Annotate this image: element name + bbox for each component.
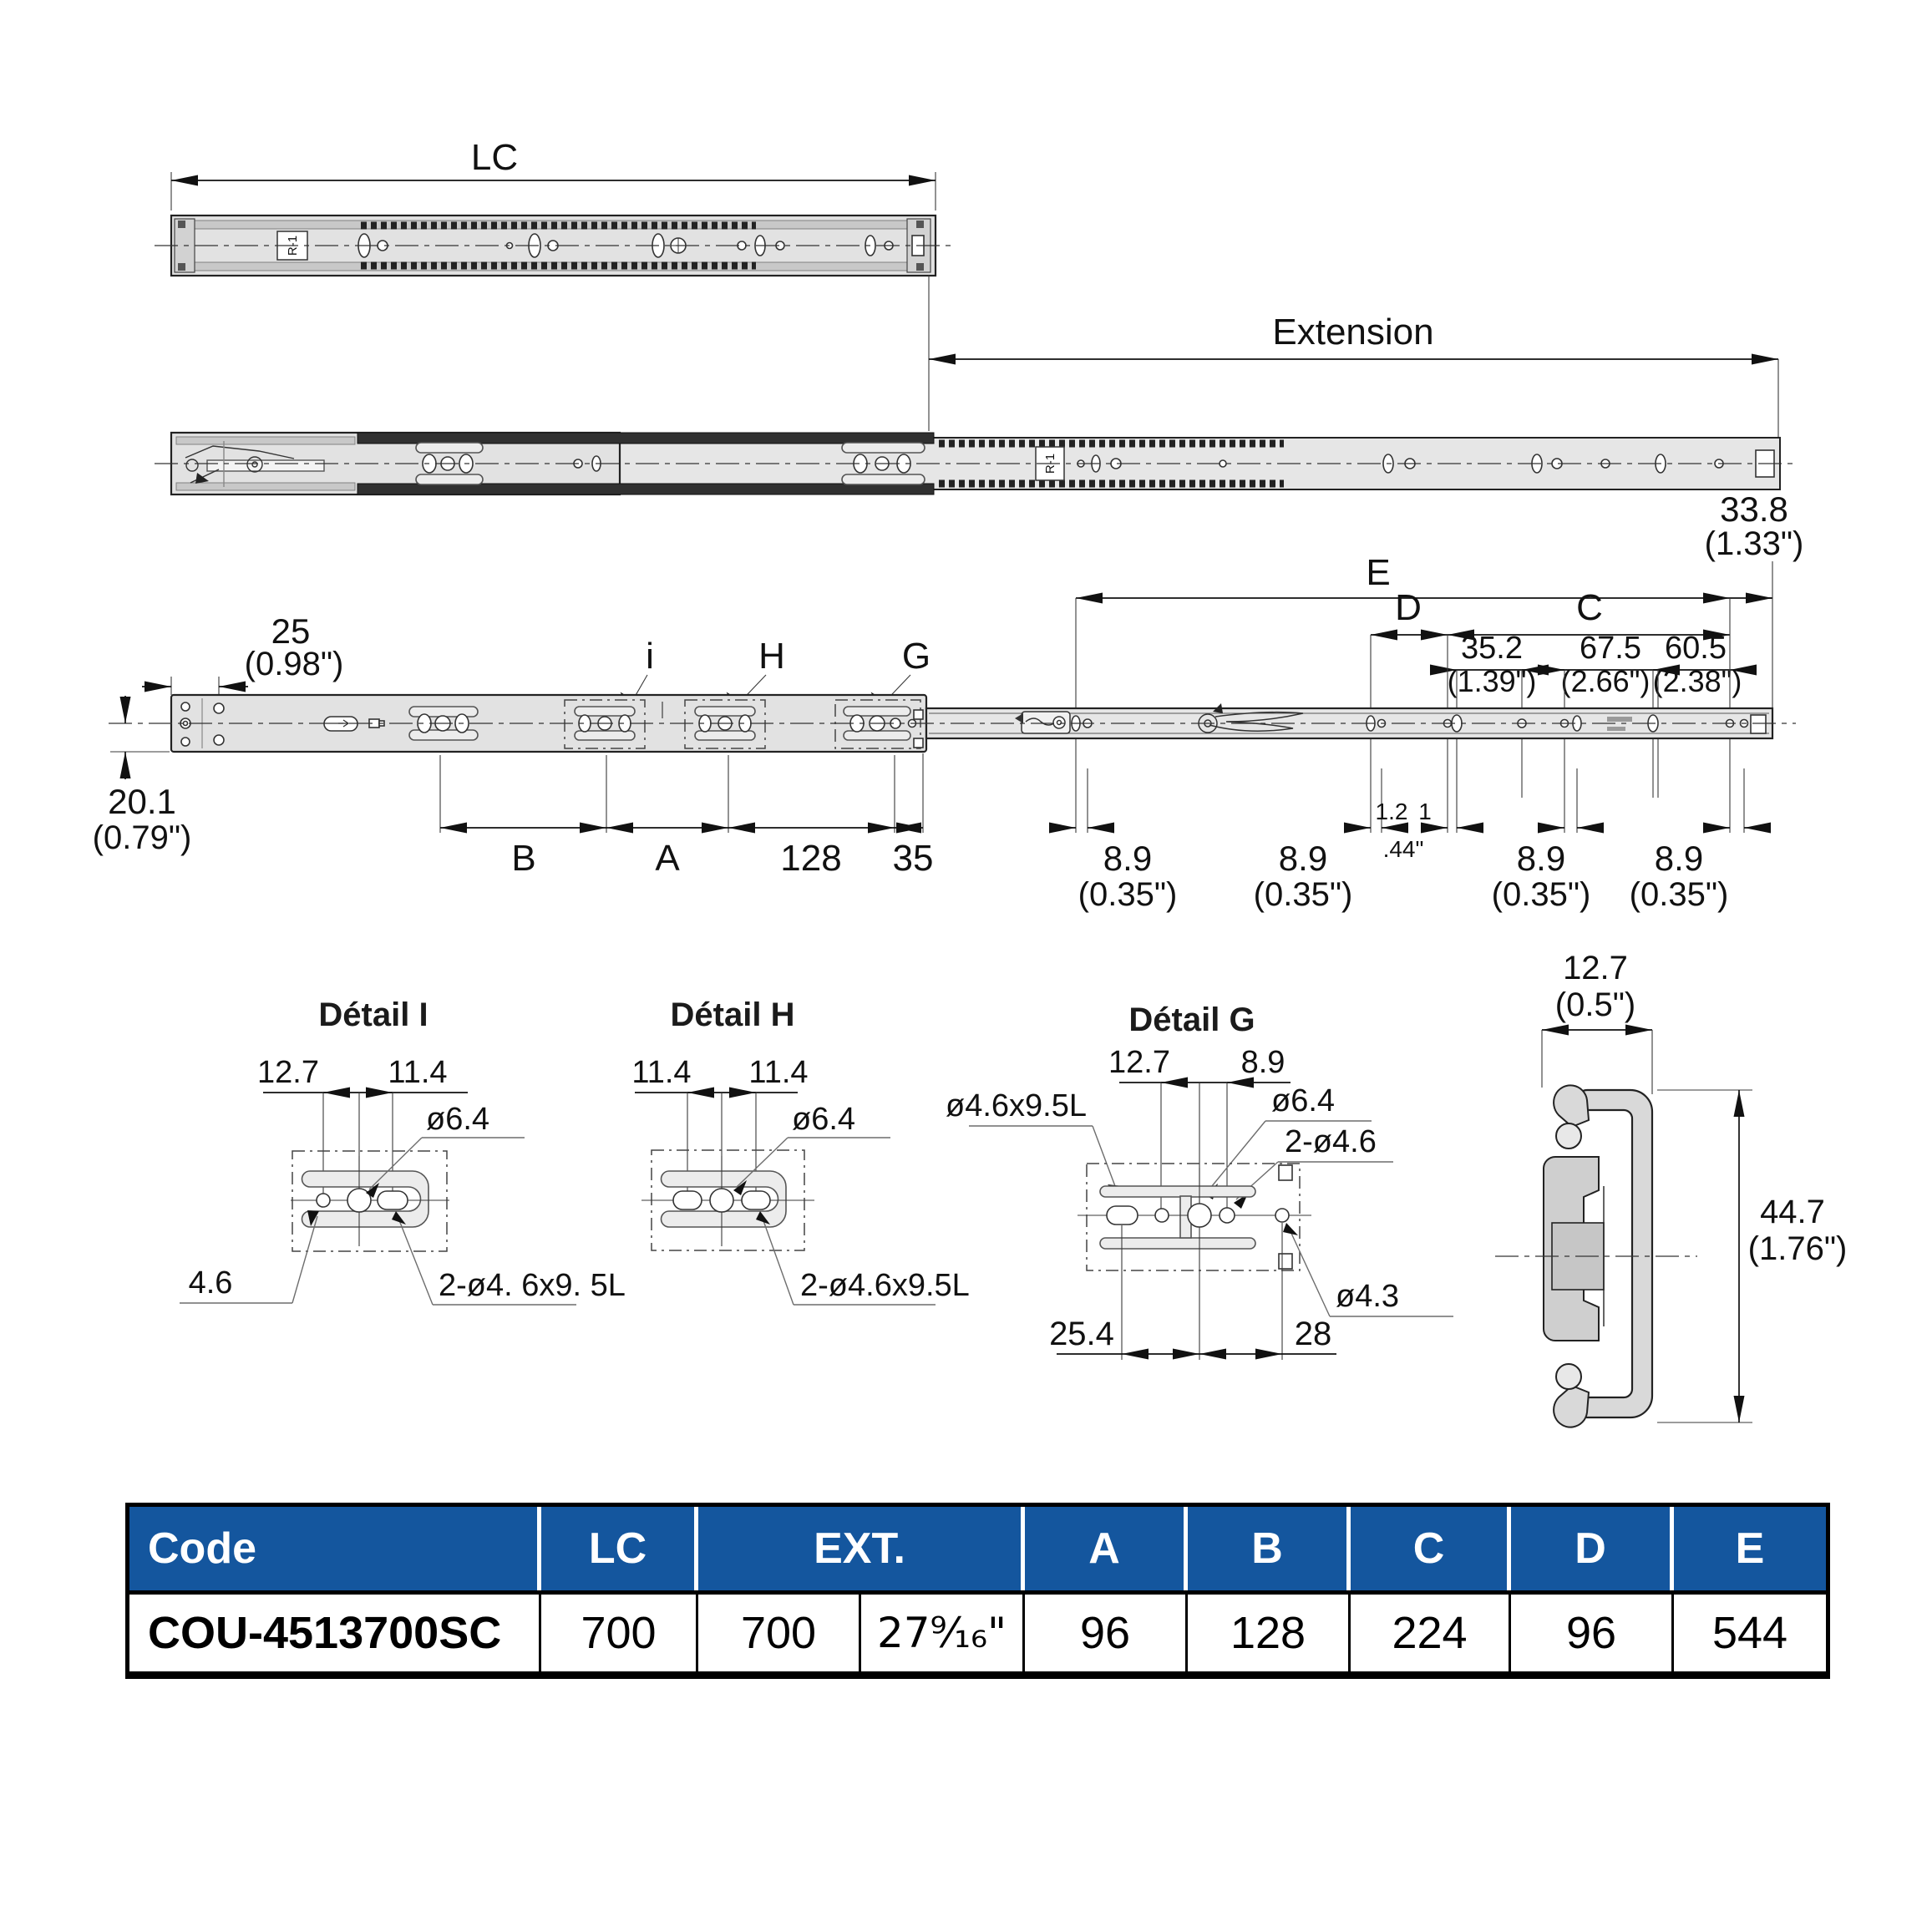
spec-table-header-row bbox=[129, 1507, 1826, 1590]
dim-128: 128 bbox=[780, 838, 842, 879]
dim-20-1: 20.1 bbox=[108, 782, 176, 821]
dim-67-5-in: (2.66") bbox=[1560, 664, 1651, 698]
table-cell-d: 96 bbox=[1511, 1590, 1674, 1671]
detail-i-view bbox=[180, 996, 626, 1305]
table-cell-a: 96 bbox=[1025, 1590, 1188, 1671]
dim-e: E bbox=[1366, 552, 1391, 593]
detail-g-holes2-label: 2-ø4.6 bbox=[1285, 1124, 1377, 1159]
dim-8-9-2-in: (0.35") bbox=[1253, 876, 1353, 913]
dim-c: C bbox=[1576, 587, 1603, 628]
dim-b: B bbox=[511, 838, 536, 879]
dim-35-2: 35.2 bbox=[1461, 631, 1523, 666]
table-cell-ext-in: 27⁹⁄₁₆" bbox=[861, 1590, 1025, 1671]
stamp-mark bbox=[1607, 727, 1625, 731]
rail1-marking: R-1 bbox=[286, 235, 300, 256]
table-header-c: C bbox=[1351, 1507, 1511, 1590]
detail-g-dim-25-4: 25.4 bbox=[1049, 1316, 1114, 1352]
table-header-ext: EXT. bbox=[698, 1507, 1025, 1590]
detail-g-dim-8-9: 8.9 bbox=[1240, 1045, 1285, 1080]
spec-table-data-row bbox=[129, 1590, 1826, 1671]
detail-i-hole-label: ø6.4 bbox=[426, 1102, 490, 1137]
table-header-b: B bbox=[1188, 1507, 1351, 1590]
dim-1-2: 1.2 bbox=[1375, 799, 1408, 824]
extended-slide-top-view bbox=[155, 312, 1796, 494]
closed-slide-top-view bbox=[155, 137, 952, 431]
detail-i-dim-11-4: 11.4 bbox=[388, 1055, 448, 1090]
xs-dim-44-7-in: (1.76") bbox=[1747, 1230, 1848, 1267]
xs-dim-12-7-in: (0.5") bbox=[1554, 986, 1636, 1023]
detail-i-title: Détail I bbox=[318, 996, 428, 1033]
table-cell-lc: 700 bbox=[541, 1590, 698, 1671]
detail-i-slots-label: 2-ø4. 6x9. 5L bbox=[439, 1268, 626, 1303]
table-header-a: A bbox=[1025, 1507, 1188, 1590]
table-header-d: D bbox=[1511, 1507, 1674, 1590]
callout-i: i bbox=[646, 636, 654, 677]
dim-a: A bbox=[655, 838, 680, 879]
rail3-lock bbox=[1015, 712, 1070, 733]
xs-profile bbox=[1495, 1085, 1697, 1427]
table-header-code: Code bbox=[129, 1507, 541, 1590]
dim-60-5-in: (2.38") bbox=[1652, 664, 1742, 698]
dim-d: D bbox=[1395, 587, 1422, 628]
lc-dim-label: LC bbox=[470, 137, 519, 178]
dim-8-9-1: 8.9 bbox=[1103, 839, 1153, 878]
cross-section-view bbox=[1495, 950, 1847, 1427]
table-header-lc: LC bbox=[541, 1507, 698, 1590]
detail-i-dim-12-7: 12.7 bbox=[257, 1055, 319, 1090]
dim-33-8-in: (1.33") bbox=[1704, 525, 1804, 562]
dim-8-9-3: 8.9 bbox=[1516, 839, 1566, 878]
detail-g-view bbox=[946, 1001, 1453, 1360]
extension-dim-label: Extension bbox=[1272, 312, 1434, 352]
dim-8-9-4-in: (0.35") bbox=[1629, 876, 1729, 913]
detail-h-dim-11-4b: 11.4 bbox=[748, 1055, 809, 1090]
table-cell-code: COU-4513700SC bbox=[129, 1590, 541, 1671]
detail-h-slots-label: 2-ø4.6x9.5L bbox=[800, 1268, 970, 1303]
detail-g-hole-label: ø6.4 bbox=[1271, 1083, 1336, 1118]
dim-44-in: .44" bbox=[1382, 836, 1424, 862]
side-view-drawing bbox=[93, 489, 1804, 913]
callout-g: G bbox=[901, 636, 931, 677]
dim-35-2-in: (1.39") bbox=[1447, 664, 1537, 698]
dim-8-9-2: 8.9 bbox=[1278, 839, 1328, 878]
detail-g-hole-small-label: ø4.3 bbox=[1336, 1279, 1400, 1314]
detail-g-dim-12-7: 12.7 bbox=[1108, 1045, 1170, 1080]
table-header-e: E bbox=[1674, 1507, 1826, 1590]
detail-g-title: Détail G bbox=[1128, 1001, 1255, 1038]
dim-33-8: 33.8 bbox=[1720, 489, 1788, 529]
stamp-mark bbox=[1607, 717, 1632, 722]
detail-h-view bbox=[631, 996, 969, 1305]
table-cell-b: 128 bbox=[1188, 1590, 1351, 1671]
dim-20-1-in: (0.79") bbox=[92, 819, 192, 856]
xs-dim-12-7: 12.7 bbox=[1563, 950, 1628, 986]
detail-i-slot-w-label: 4.6 bbox=[188, 1265, 233, 1301]
detail-g-slot-label: ø4.6x9.5L bbox=[946, 1088, 1087, 1123]
dim-25-in: (0.98") bbox=[244, 646, 344, 682]
dim-60-5: 60.5 bbox=[1665, 631, 1727, 666]
dim-67-5: 67.5 bbox=[1580, 631, 1641, 666]
detail-g-dim-28: 28 bbox=[1294, 1316, 1332, 1352]
detail-h-hole-label: ø6.4 bbox=[792, 1102, 856, 1137]
table-cell-c: 224 bbox=[1351, 1590, 1511, 1671]
dim-25: 25 bbox=[271, 611, 311, 651]
callout-h: H bbox=[758, 636, 785, 677]
table-cell-ext-mm: 700 bbox=[698, 1590, 861, 1671]
table-cell-e: 544 bbox=[1674, 1590, 1826, 1671]
dim-1: 1 bbox=[1418, 799, 1432, 824]
dim-8-9-4: 8.9 bbox=[1654, 839, 1704, 878]
spec-table bbox=[125, 1503, 1830, 1679]
detail-h-dim-11-4a: 11.4 bbox=[631, 1055, 692, 1090]
dim-8-9-3-in: (0.35") bbox=[1491, 876, 1591, 913]
dim-8-9-1-in: (0.35") bbox=[1078, 876, 1178, 913]
detail-h-title: Détail H bbox=[670, 996, 795, 1033]
dim-35: 35 bbox=[892, 838, 934, 879]
xs-dim-44-7: 44.7 bbox=[1760, 1194, 1825, 1230]
rail2-marking: R-1 bbox=[1043, 453, 1057, 474]
